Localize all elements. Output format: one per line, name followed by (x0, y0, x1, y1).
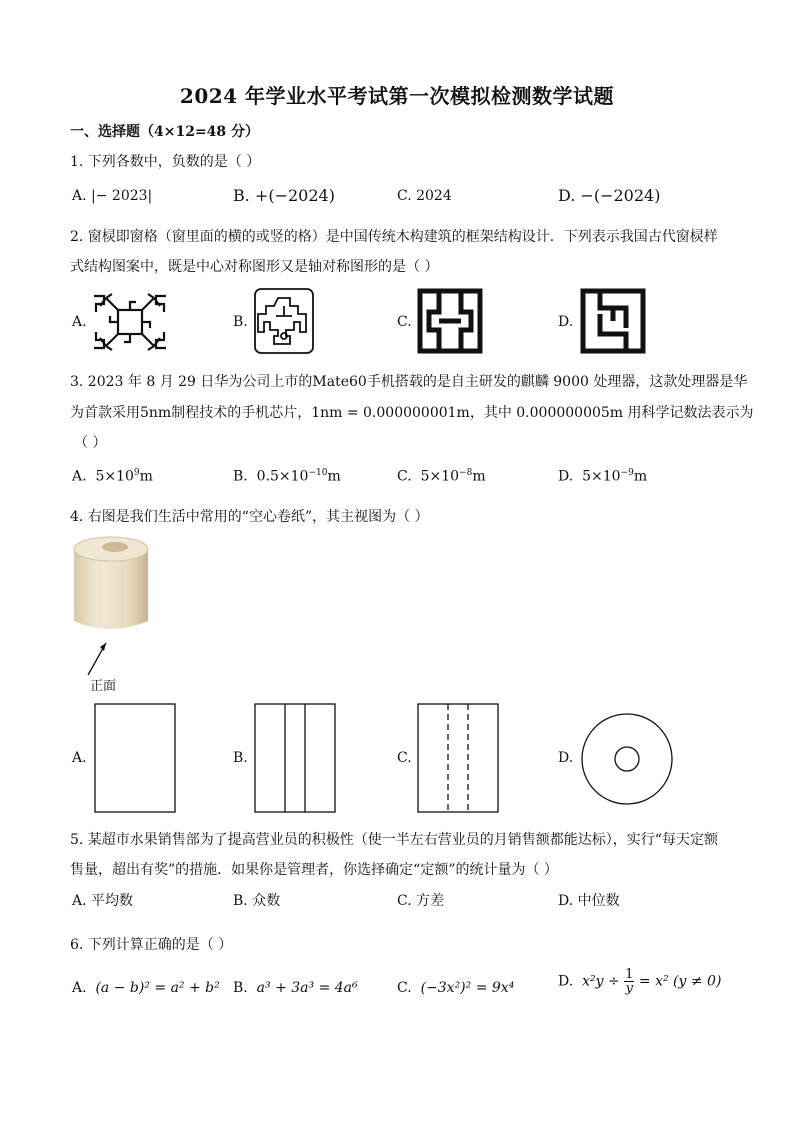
q6-option-c-label: C. (397, 980, 412, 996)
q6-option-a-expr: (a − b)² = a² + b² (95, 980, 220, 996)
q6-option-a-label: A. (72, 980, 87, 996)
q3-stem-line1: 3. 2023 年 8 月 29 日华为公司上市的Mate60手机搭载的是自主研发的麒麟 9000 处理器，这款处理器是华 (70, 374, 748, 390)
q6-option-d-fraction (624, 968, 634, 995)
q3-option-b-base: 0.5×10 (256, 468, 309, 485)
q6-option-d-left: x²y ÷ (582, 973, 620, 990)
q3-option-b-label: B. (233, 468, 248, 485)
q6-option-b[interactable] (233, 980, 358, 996)
q6-option-d-denominator: y (625, 981, 633, 996)
q5-option-d[interactable]: D. 中位数 (558, 893, 620, 909)
q2-option-c-label[interactable]: C. (397, 314, 412, 330)
q4-option-b-view[interactable] (254, 703, 336, 813)
q4-option-d-label[interactable]: D. (558, 750, 574, 766)
q6-option-b-expr: a³ + 3a³ = 4a⁶ (256, 980, 358, 996)
q3-option-c-base: 5×10 (420, 468, 460, 485)
q3-option-a-unit: m (139, 468, 153, 485)
q3-option-c-unit: m (472, 468, 486, 485)
q6-option-c-expr: (−3x²)² = 9x⁴ (420, 980, 515, 996)
q3-option-b-exp: −10 (308, 468, 328, 478)
q5-option-c[interactable]: C. 方差 (397, 893, 445, 909)
q6-option-d-numerator: 1 (625, 967, 634, 982)
q3-option-a-label: A. (72, 468, 87, 485)
q2-option-a-pattern[interactable] (90, 290, 170, 354)
q3-stem-line3: （ ） (74, 435, 107, 451)
q5-option-b[interactable]: B. 众数 (233, 893, 281, 909)
q6-option-d[interactable] (558, 968, 721, 995)
q6-option-d-right: = x² (y ≠ 0) (638, 973, 722, 990)
page-title: 2024 年学业水平考试第一次模拟检测数学试题 (179, 84, 615, 108)
q2-option-b-pattern[interactable] (254, 288, 314, 354)
q4-option-a-label[interactable]: A. (72, 750, 87, 766)
q3-option-c-label: C. (397, 468, 412, 485)
q4-option-a-view[interactable] (94, 703, 176, 813)
section-heading: 一、选择题（4×12=48 分） (70, 124, 260, 140)
q6-option-d-label: D. (558, 973, 574, 990)
q4-option-b-label[interactable]: B. (233, 750, 248, 766)
q4-option-c-view[interactable] (417, 703, 499, 813)
q1-option-a[interactable]: A. |− 2023| (72, 188, 153, 204)
toilet-roll-image (70, 535, 160, 685)
q6-option-a[interactable] (72, 980, 220, 996)
q3-stem-line2: 为首款采用5nm制程技术的手机芯片，1nm = 0.000000001m，其中 0.000000005m 用科学记数法表示为 (70, 405, 754, 421)
q3-option-d-exp: −9 (620, 468, 634, 478)
q6-stem: 6. 下列计算正确的是（ ） (70, 937, 233, 953)
q3-option-a-base: 5×10 (95, 468, 134, 485)
q4-option-d-view[interactable] (580, 712, 674, 806)
q3-option-b-unit: m (327, 468, 341, 485)
q4-stem: 4. 右图是我们生活中常用的“空心卷纸”，其主视图为（ ） (70, 509, 429, 525)
q6-option-b-label: B. (233, 980, 248, 996)
q2-option-d-label[interactable]: D. (558, 314, 574, 330)
q2-stem-line2: 式结构图案中，既是中心对称图形又是轴对称图形的是（ ） (70, 259, 439, 275)
q2-option-c-pattern[interactable] (417, 288, 483, 354)
q3-option-a[interactable] (72, 468, 153, 485)
q3-option-d-label: D. (558, 468, 574, 485)
q4-option-c-label[interactable]: C. (397, 750, 412, 766)
q1-option-c[interactable]: C. 2024 (397, 188, 452, 204)
q3-option-d[interactable] (558, 468, 647, 485)
q5-option-a[interactable]: A. 平均数 (72, 893, 134, 909)
front-label: 正面 (90, 679, 117, 694)
q3-option-c[interactable] (397, 468, 486, 485)
q1-option-b[interactable]: B. +(−2024) (233, 186, 335, 205)
q3-option-d-base: 5×10 (582, 468, 621, 485)
q2-option-b-label[interactable]: B. (233, 314, 248, 330)
q3-option-a-exp: 9 (133, 468, 140, 478)
q2-stem-line1: 2. 窗棂即窗格（窗里面的横的或竖的格）是中国传统木构建筑的框架结构设计．下列表示我国古代窗棂样 (70, 229, 718, 245)
q2-option-d-pattern[interactable] (580, 288, 646, 354)
q3-option-d-unit: m (633, 468, 648, 485)
q5-stem-line1: 5. 某超市水果销售部为了提高营业员的积极性（使一半左右营业员的月销售额都能达标），实行“每天定额 (70, 832, 718, 848)
q5-stem-line2: 售量，超出有奖”的措施．如果你是管理者，你选择确定“定额”的统计量为（ ） (70, 862, 558, 878)
q6-option-c[interactable] (397, 980, 514, 996)
q3-option-b[interactable] (233, 468, 341, 485)
q1-stem: 1. 下列各数中，负数的是（ ） (70, 154, 261, 170)
q2-option-a-label[interactable]: A. (72, 314, 87, 330)
q1-option-d[interactable]: D. −(−2024) (558, 186, 661, 205)
q3-option-c-exp: −8 (459, 468, 473, 478)
